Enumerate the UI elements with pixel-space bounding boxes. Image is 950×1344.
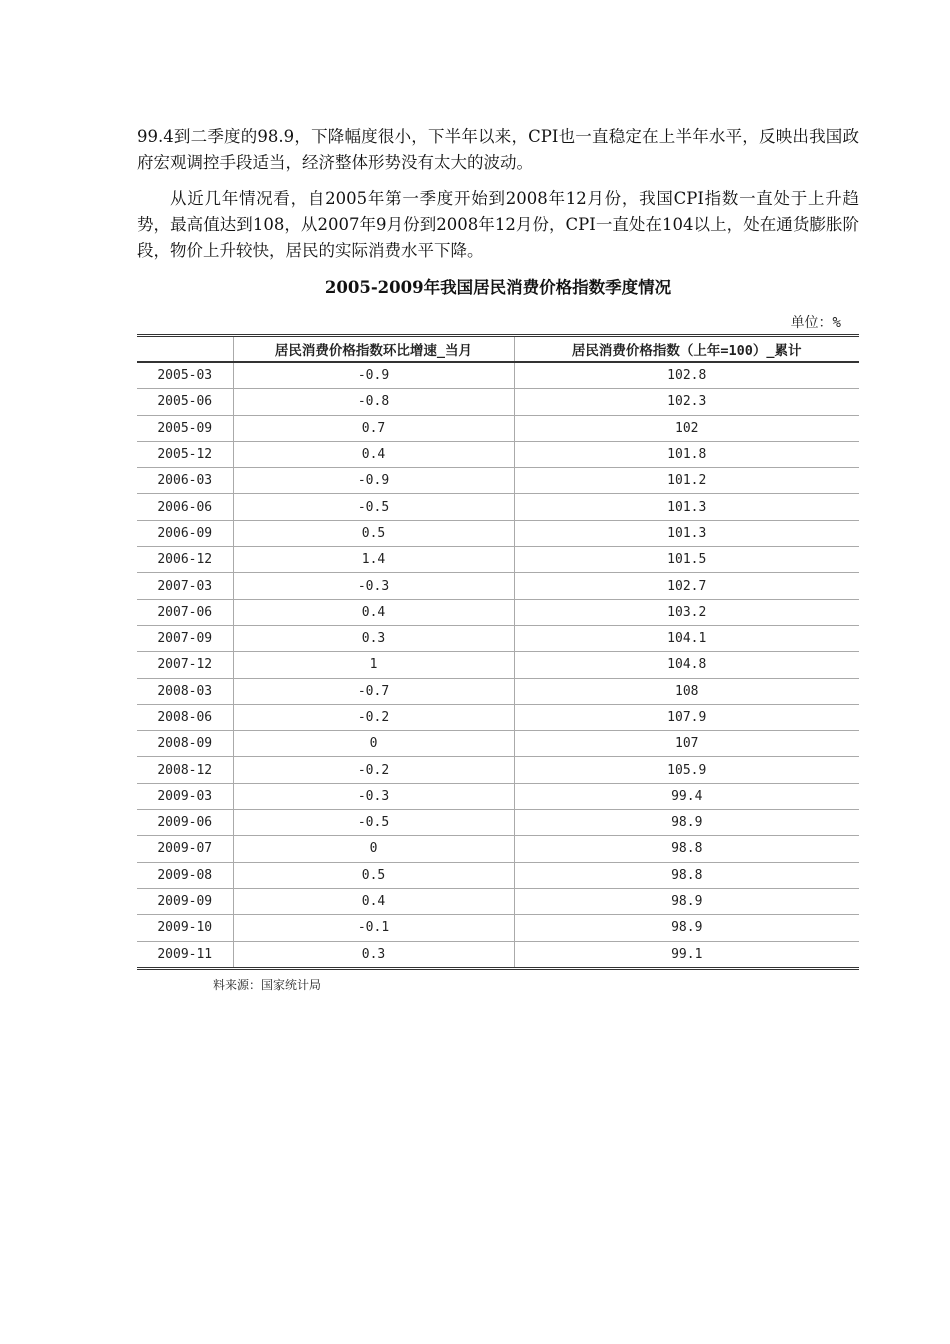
cell-cumulative-index: 101.8 xyxy=(514,441,859,467)
cell-date: 2008-12 xyxy=(137,757,233,783)
cell-cumulative-index: 102.8 xyxy=(514,362,859,389)
cpi-table-container xyxy=(137,334,859,970)
cell-mom-growth: -0.9 xyxy=(233,468,514,494)
cell-date: 2008-06 xyxy=(137,704,233,730)
cell-cumulative-index: 101.2 xyxy=(514,468,859,494)
header-date xyxy=(137,336,233,363)
cell-cumulative-index: 101.3 xyxy=(514,494,859,520)
cell-mom-growth: 0 xyxy=(233,731,514,757)
cell-cumulative-index: 98.8 xyxy=(514,862,859,888)
cell-cumulative-index: 99.4 xyxy=(514,783,859,809)
cell-cumulative-index: 102.7 xyxy=(514,573,859,599)
table-caption: 2005-2009年我国居民消费价格指数季度情况 xyxy=(324,278,672,297)
cell-date: 2009-09 xyxy=(137,888,233,914)
cell-mom-growth: -0.7 xyxy=(233,678,514,704)
cell-mom-growth: 0.3 xyxy=(233,625,514,651)
table-row xyxy=(137,389,859,415)
table-row xyxy=(137,652,859,678)
table-body xyxy=(137,362,859,968)
table-row xyxy=(137,441,859,467)
table-row xyxy=(137,468,859,494)
table-header-row xyxy=(137,336,859,363)
cell-cumulative-index: 101.3 xyxy=(514,520,859,546)
table-row xyxy=(137,362,859,389)
cell-cumulative-index: 98.9 xyxy=(514,915,859,941)
table-row xyxy=(137,573,859,599)
cell-date: 2009-07 xyxy=(137,836,233,862)
cell-mom-growth: 0 xyxy=(233,836,514,862)
cell-date: 2006-12 xyxy=(137,547,233,573)
table-row xyxy=(137,599,859,625)
cell-mom-growth: -0.2 xyxy=(233,704,514,730)
cell-cumulative-index: 105.9 xyxy=(514,757,859,783)
cell-mom-growth: -0.8 xyxy=(233,389,514,415)
table-row xyxy=(137,494,859,520)
table-row xyxy=(137,547,859,573)
table-row xyxy=(137,731,859,757)
cell-date: 2008-09 xyxy=(137,731,233,757)
cell-cumulative-index: 104.8 xyxy=(514,652,859,678)
cell-date: 2009-03 xyxy=(137,783,233,809)
cell-date: 2007-09 xyxy=(137,625,233,651)
cell-mom-growth: -0.3 xyxy=(233,783,514,809)
cell-date: 2005-12 xyxy=(137,441,233,467)
table-row xyxy=(137,678,859,704)
cell-mom-growth: 0.5 xyxy=(233,862,514,888)
cell-cumulative-index: 102.3 xyxy=(514,389,859,415)
header-mom-growth: 居民消费价格指数环比增速_当月 xyxy=(233,336,514,363)
cell-date: 2008-03 xyxy=(137,678,233,704)
cell-mom-growth: 0.3 xyxy=(233,941,514,968)
cell-cumulative-index: 108 xyxy=(514,678,859,704)
cell-mom-growth: 0.4 xyxy=(233,888,514,914)
cell-cumulative-index: 101.5 xyxy=(514,547,859,573)
cell-cumulative-index: 102 xyxy=(514,415,859,441)
cell-mom-growth: 0.5 xyxy=(233,520,514,546)
data-source-note: 料来源：国家统计局 xyxy=(213,978,322,992)
cell-mom-growth: 0.7 xyxy=(233,415,514,441)
cell-mom-growth: -0.1 xyxy=(233,915,514,941)
cell-date: 2007-03 xyxy=(137,573,233,599)
cell-mom-growth: -0.3 xyxy=(233,573,514,599)
cell-mom-growth: -0.9 xyxy=(233,362,514,389)
cell-cumulative-index: 99.1 xyxy=(514,941,859,968)
cell-date: 2005-09 xyxy=(137,415,233,441)
cell-date: 2009-10 xyxy=(137,915,233,941)
table-row xyxy=(137,941,859,968)
cell-mom-growth: -0.5 xyxy=(233,494,514,520)
cell-cumulative-index: 107.9 xyxy=(514,704,859,730)
table-row xyxy=(137,862,859,888)
table-row xyxy=(137,783,859,809)
header-cumulative-index: 居民消费价格指数（上年=100）_累计 xyxy=(514,336,859,363)
cell-date: 2009-06 xyxy=(137,810,233,836)
table-row xyxy=(137,915,859,941)
cell-mom-growth: 1 xyxy=(233,652,514,678)
table-row xyxy=(137,888,859,914)
cell-cumulative-index: 107 xyxy=(514,731,859,757)
cell-date: 2009-11 xyxy=(157,946,213,962)
cell-cumulative-index: 98.9 xyxy=(514,810,859,836)
cell-date: 2006-03 xyxy=(137,468,233,494)
cell-cumulative-index: 103.2 xyxy=(514,599,859,625)
cell-cumulative-index: 98.8 xyxy=(514,836,859,862)
table-row xyxy=(137,810,859,836)
cell-date: 2007-12 xyxy=(137,652,233,678)
cell-mom-growth: 0.4 xyxy=(233,599,514,625)
cell-cumulative-index: 104.1 xyxy=(514,625,859,651)
table-row xyxy=(137,520,859,546)
cell-date: 2007-06 xyxy=(137,599,233,625)
body-paragraph-2: 从近几年情况看，自2005年第一季度开始到2008年12月份，我国CPI指数一直处于上升趋势，最高值达到108，从2007年9月份到2008年12月份，CPI一直处在104以上，处在通货膨胀阶段，物价上升较快，居民的实际消费水平下降。 xyxy=(137,189,859,260)
cell-mom-growth: -0.5 xyxy=(233,810,514,836)
cpi-table xyxy=(137,334,859,970)
table-unit-label: 单位：% xyxy=(790,315,841,331)
body-paragraph-1: 99.4到二季度的98.9，下降幅度很小，下半年以来，CPI也一直稳定在上半年水平，反映出我国政府宏观调控手段适当，经济整体形势没有太大的波动。 xyxy=(137,127,859,172)
cell-mom-growth: 0.4 xyxy=(233,441,514,467)
cell-date: 2006-09 xyxy=(137,520,233,546)
table-row xyxy=(137,757,859,783)
cell-date: 2009-08 xyxy=(137,862,233,888)
cell-date: 2005-06 xyxy=(137,389,233,415)
cell-date: 2006-06 xyxy=(137,494,233,520)
cell-cumulative-index: 98.9 xyxy=(514,888,859,914)
cell-mom-growth: -0.2 xyxy=(233,757,514,783)
cell-date: 2005-03 xyxy=(137,362,233,389)
table-row xyxy=(137,625,859,651)
cell-mom-growth: 1.4 xyxy=(233,547,514,573)
table-row xyxy=(137,415,859,441)
table-row xyxy=(137,704,859,730)
table-row xyxy=(137,836,859,862)
